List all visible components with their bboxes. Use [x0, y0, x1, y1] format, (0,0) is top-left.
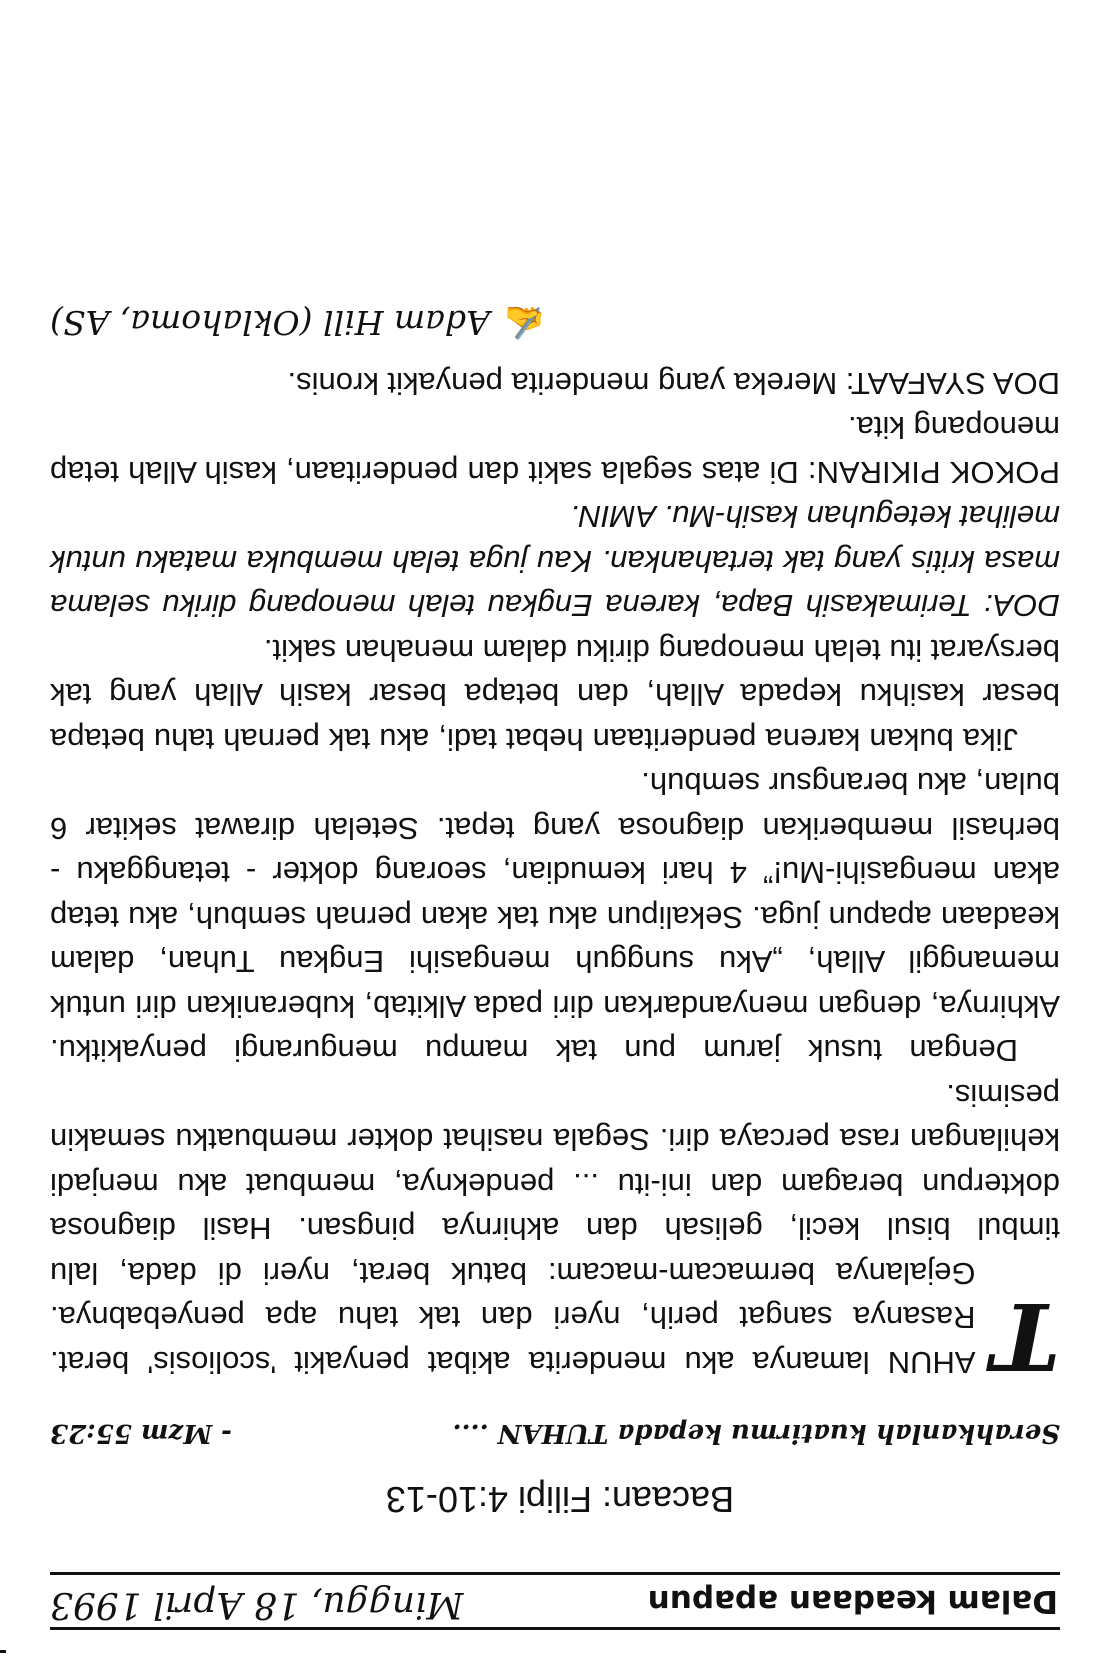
bible-reading: Bacaan: Filipi 4:10-13: [385, 1479, 735, 1520]
key-verse: [50, 1418, 1060, 1448]
key-verse-text: Serahkanlah kuatirmu kepada TUHAN ....: [452, 1418, 1060, 1448]
author-name: Adam Hill (Oklahoma, AS): [50, 303, 490, 343]
page-title: Dalam keadaan apapun: [647, 1583, 1058, 1619]
paragraph-2: Dengan tusuk jarum pun tak mampu mengurangi penyakitku. Akhirnya, dengan menyandarkan diri pada Alkitab, kuberanikan diri untuk memanggil Allah, „Aku sungguh mengasihi Engkau Tuhan, dalam keadaan apapun juga. Sekalipun aku tak akan pernah sembuh, aku tetap akan mengasihi-Mu!” 4 hari kemudian, seorang dokter - tetanggaku - berhasil memberikan diagnosa yang tepat. Setelah dirawat sekitar 6 bulan, aku berangsur sembuh.: [50, 766, 1060, 1069]
paragraph-1: [50, 1073, 1060, 1390]
drop-cap: T: [991, 1282, 1060, 1390]
page-date: Minggu, 18 April 1993: [50, 1584, 464, 1625]
paragraph-3: Jika bukan karena penderitaan hebat tadi, aku tak pernah tahu betapa besar kasihku kepada Allah, dan betapa besar kasih Allah yang tak bersyarat itu telah menopang diriku dalam menahan sakit.: [50, 633, 1060, 757]
prayer: DOA: Terimakasih Bapa, karena Engkau telah menopang diriku selama masa kritis yang tak tertahankan. Kau juga telah membuka mataku untuk melihat keteguhan kasih-Mu. AMIN.: [50, 499, 1060, 624]
margin-tick-mark: [0, 1650, 6, 1653]
pen-icon: ✍: [503, 303, 545, 343]
author-signature: [50, 300, 1060, 345]
article-body: [50, 300, 1060, 1390]
paragraph-1-text: AHUN lamanya aku menderita akibat penyakit 'scoliosis' berat. Rasanya sangat perih, nyeri dan tak tahu apa penyebabnya. Gejalanya bermacam-macam: batuk berat, nyeri di dada, lalu timbul bisul kecil, gelisah dan akhirnya pingsan. Hasil diagnosa dokterpun beragam dan ini-itu ... pendeknya, membuat aku menjadi kehilangan rasa percaya diri. Segala nasihat dokter membuatku semakin pesimis.: [50, 1078, 1060, 1380]
page-header: [50, 1572, 1060, 1630]
key-thought: POKOK PIKIRAN: Di atas segala sakit dan penderitaan, kasih Allah tetap menopang kita.: [50, 410, 1060, 490]
key-verse-reference: - Mzm 55:23: [50, 1418, 232, 1448]
intercession: DOA SYAFAAT: Mereka yang menderita penyakit kronis.: [287, 366, 1060, 401]
